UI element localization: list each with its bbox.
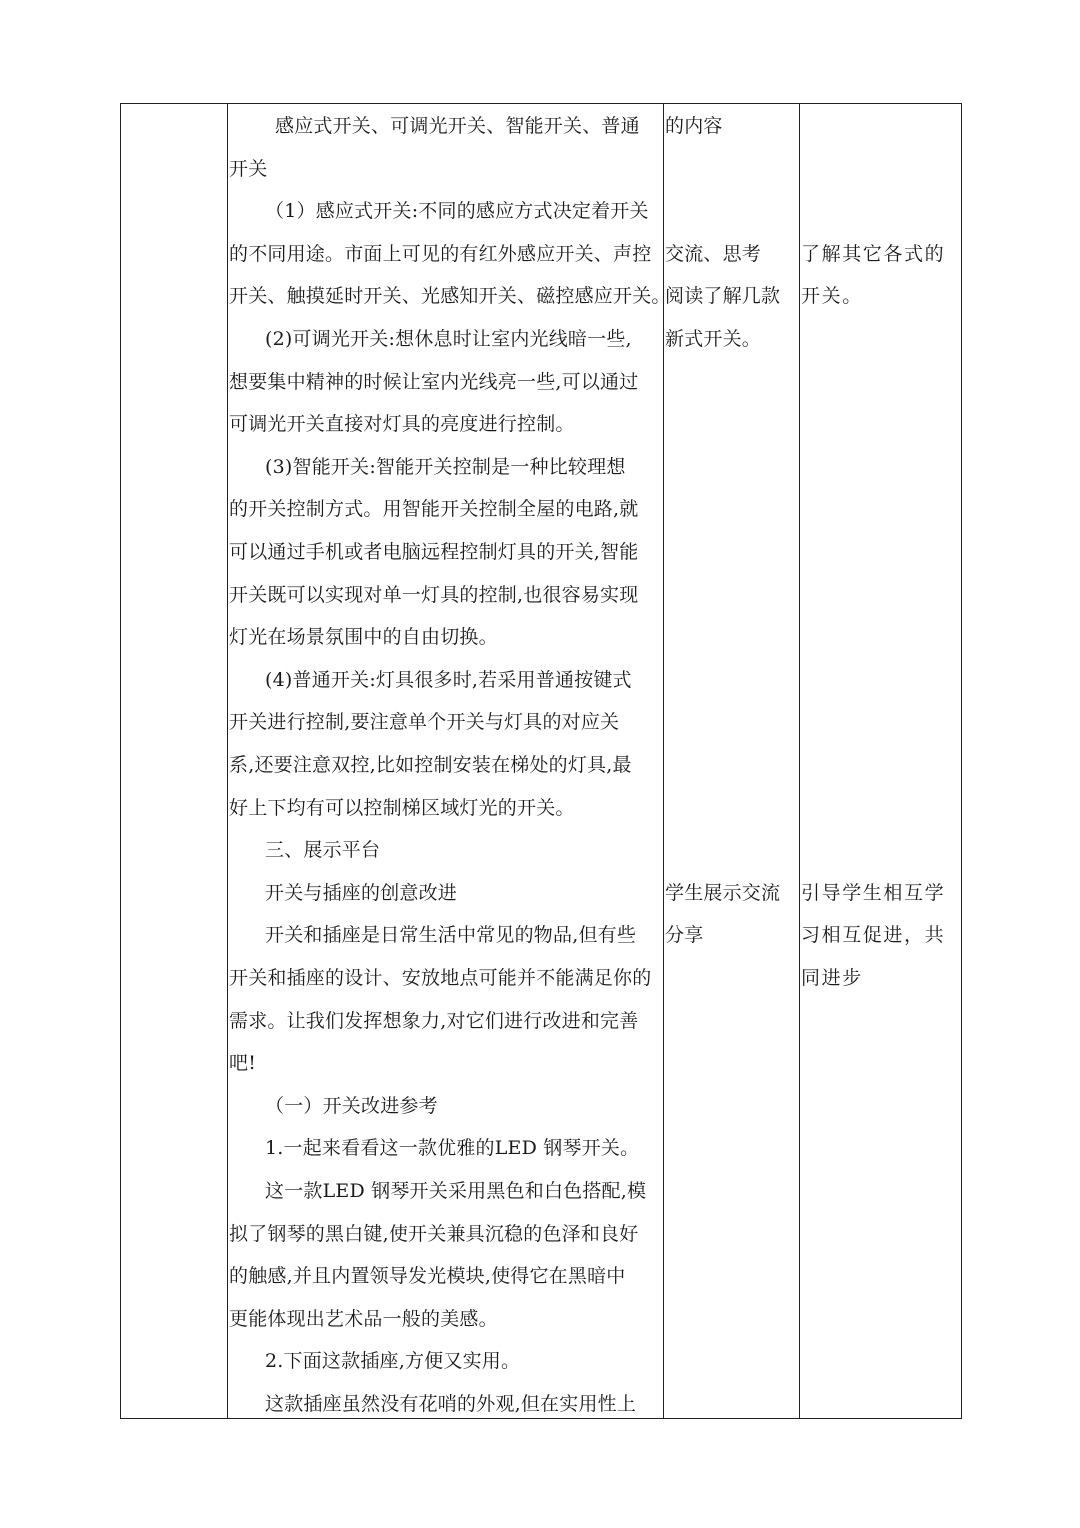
text-line: (2)可调光开关:想休息时让室内光线暗一些, xyxy=(265,328,632,350)
text-line: 需求。让我们发挥想象力,对它们进行改进和完善 xyxy=(229,1009,639,1032)
text-line: 的不同用途。市面上可见的有红外感应开关、声控 xyxy=(229,242,652,265)
text-line: 开关、触摸延时开关、光感知开关、磁控感应开关。 xyxy=(229,285,671,308)
text-line: 学生展示交流 xyxy=(665,881,781,904)
text-line: 交流、思考 xyxy=(665,242,762,265)
text-line: 的内容 xyxy=(665,115,723,137)
text-line: 这款插座虽然没有花哨的外观,但在实用性上 xyxy=(265,1393,637,1415)
text-line: 感应式开关、可调光开关、智能开关、普通 xyxy=(275,115,640,137)
text-line: 开关与插座的创意改进 xyxy=(265,881,458,904)
text-line: 开关和插座的设计、安放地点可能并不能满足你的 xyxy=(229,967,652,989)
text-line: 阅读了解几款 xyxy=(665,285,781,308)
text-line: 系,还要注意双控,比如控制安装在梯处的灯具,最 xyxy=(229,754,632,776)
text-line: 2.下面这款插座,方便又实用。 xyxy=(265,1350,521,1373)
text-line: 更能体现出艺术品一般的美感。 xyxy=(229,1307,498,1330)
text-line: （1）感应式开关:不同的感应方式决定着开关 xyxy=(265,200,649,223)
text-line: (4)普通开关:灯具很多时,若采用普通按键式 xyxy=(265,668,632,691)
text-line: 吧! xyxy=(229,1052,257,1075)
text-line: 了解其它各式的 xyxy=(801,242,946,265)
text-line: 的开关控制方式。用智能开关控制全屋的电路,就 xyxy=(229,498,639,521)
text-line: 这一款LED 钢琴开关采用黑色和白色搭配,模 xyxy=(265,1180,647,1202)
text-line: 开关和插座是日常生活中常见的物品,但有些 xyxy=(265,924,637,947)
column-divider xyxy=(227,104,228,1418)
text-line: 灯光在场景氛围中的自由切换。 xyxy=(229,626,498,649)
text-line: 新式开关。 xyxy=(665,328,762,350)
text-line: 开关既可以实现对单一灯具的控制,也很容易实现 xyxy=(229,583,639,606)
text-line: 三、展示平台 xyxy=(265,839,381,862)
text-line: 1.一起来看看这一款优雅的LED 钢琴开关。 xyxy=(265,1137,640,1160)
text-line: 开关进行控制,要注意单个开关与灯具的对应关 xyxy=(229,711,620,734)
text-line: （一）开关改进参考 xyxy=(265,1094,438,1117)
text-line: 习相互促进，共 xyxy=(801,924,946,947)
column-divider xyxy=(799,104,800,1418)
text-line: 想要集中精神的时候让室内光线亮一些,可以通过 xyxy=(229,370,639,393)
text-line: 拟了钢琴的黑白键,使开关兼具沉稳的色泽和良好 xyxy=(229,1222,639,1245)
text-line: 分享 xyxy=(665,924,704,947)
text-line: 的触感,并且内置领导发光模块,使得它在黑暗中 xyxy=(229,1265,626,1288)
text-line: (3)智能开关:智能开关控制是一种比较理想 xyxy=(265,455,626,478)
lesson-table xyxy=(120,103,962,1419)
text-line: 可以通过手机或者电脑远程控制灯具的开关,智能 xyxy=(229,541,639,563)
text-line: 同进步 xyxy=(801,967,863,989)
text-line: 引导学生相互学 xyxy=(801,881,946,904)
text-line: 开关。 xyxy=(801,285,863,308)
text-line: 开关 xyxy=(229,157,268,180)
text-line: 可调光开关直接对灯具的亮度进行控制。 xyxy=(229,413,575,436)
text-line: 好上下均有可以控制梯区域灯光的开关。 xyxy=(229,796,575,819)
